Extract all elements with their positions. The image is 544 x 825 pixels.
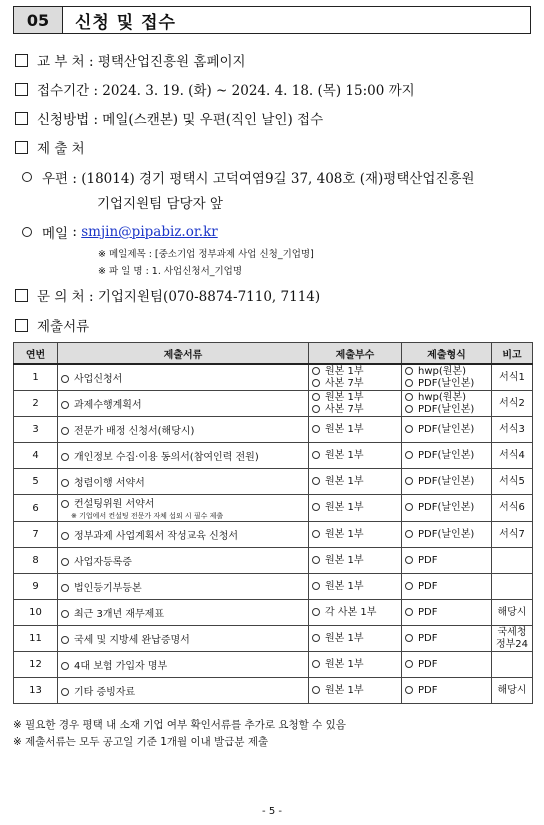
circle-bullet-icon	[61, 584, 69, 592]
circle-bullet-icon	[312, 405, 320, 413]
checkbox-icon	[15, 289, 28, 302]
col-header-note: 비고	[492, 343, 533, 365]
copies-cell	[309, 417, 402, 443]
table-row	[14, 548, 533, 574]
format-value: PDF	[418, 606, 438, 618]
table-body	[14, 364, 533, 704]
row-number: 12	[14, 652, 58, 678]
note-cell: 서식5	[492, 469, 533, 495]
doc-cell	[58, 443, 309, 469]
page-number: - 5 -	[262, 806, 282, 817]
copies-cell	[309, 600, 402, 626]
format-value: PDF	[418, 554, 438, 566]
table-row	[14, 574, 533, 600]
doc-name: 컨설팅위원 서약서	[74, 499, 155, 510]
docs-label: 제출서류	[37, 319, 90, 335]
method-value: : 메일(스캔본) 및 우편(직인 날인) 접수	[93, 112, 324, 128]
circle-bullet-icon	[22, 227, 32, 237]
doc-cell	[58, 626, 309, 652]
checkbox-icon	[15, 112, 28, 125]
circle-bullet-icon	[405, 405, 413, 413]
copies-cell	[309, 391, 402, 417]
circle-bullet-icon	[312, 425, 320, 433]
doc-name: 기타 증빙자료	[74, 687, 136, 698]
format-value: hwp(원본)	[418, 391, 466, 403]
row-number: 4	[14, 443, 58, 469]
mail-label: 메일	[42, 226, 69, 242]
mail-subject-note: ※ 메일제목 : [중소기업 정부과제 사업 신청_기업명]	[98, 249, 314, 260]
col-header-doc: 제출서류	[58, 343, 309, 365]
post-value: : (18014) 경기 평택시 고덕여염9길 37, 408호 (재)평택산업진흥원	[72, 171, 475, 187]
issuer-value: : 평택산업진흥원 홈페이지	[89, 54, 246, 70]
circle-bullet-icon	[312, 582, 320, 590]
doc-name: 최근 3개년 재무제표	[74, 609, 164, 620]
circle-bullet-icon	[312, 451, 320, 459]
note-cell: 국세청 정부24	[492, 626, 533, 652]
note-cell: 서식2	[492, 391, 533, 417]
note-cell	[492, 574, 533, 600]
circle-bullet-icon	[312, 379, 320, 387]
circle-bullet-icon	[61, 453, 69, 461]
circle-bullet-icon	[61, 688, 69, 696]
format-value: hwp(원본)	[418, 365, 466, 377]
format-cell	[402, 652, 492, 678]
doc-name: 사업자등록증	[74, 557, 132, 568]
mail-line: 메일 : smjin@pipabiz.or.kr	[22, 222, 218, 242]
circle-bullet-icon	[61, 662, 69, 670]
format-cell	[402, 678, 492, 704]
circle-bullet-icon	[312, 367, 320, 375]
circle-bullet-icon	[61, 636, 69, 644]
doc-name: 정부과제 사업계획서 작성교육 신청서	[74, 531, 239, 542]
docs-line	[15, 315, 89, 335]
copies-value: 원본 1부	[325, 475, 364, 487]
copies-value: 사본 7부	[325, 403, 364, 415]
format-cell	[402, 417, 492, 443]
table-row	[14, 495, 533, 522]
copies-cell	[309, 678, 402, 704]
copies-value: 원본 1부	[325, 502, 364, 513]
circle-bullet-icon	[61, 427, 69, 435]
circle-bullet-icon	[312, 556, 320, 564]
copies-cell	[309, 626, 402, 652]
format-value: PDF(날인본)	[418, 528, 475, 540]
circle-bullet-icon	[405, 530, 413, 538]
table-row	[14, 364, 533, 391]
format-value: PDF	[418, 684, 438, 696]
section-number: 05	[14, 7, 63, 33]
checkbox-icon	[15, 54, 28, 67]
doc-cell	[58, 600, 309, 626]
doc-cell	[58, 391, 309, 417]
note-cell: 해당시	[492, 678, 533, 704]
circle-bullet-icon	[405, 503, 413, 511]
footnote-2: ※ 제출서류는 모두 공고일 기준 1개월 이내 발급분 제출	[13, 736, 269, 748]
row-number: 13	[14, 678, 58, 704]
circle-bullet-icon	[405, 686, 413, 694]
format-value: PDF(날인본)	[418, 475, 475, 487]
format-cell	[402, 626, 492, 652]
row-number: 9	[14, 574, 58, 600]
copies-cell	[309, 443, 402, 469]
format-value: PDF	[418, 658, 438, 670]
circle-bullet-icon	[312, 608, 320, 616]
copies-value: 원본 1부	[325, 684, 364, 696]
method-label: 신청방법	[37, 112, 90, 128]
format-cell	[402, 391, 492, 417]
circle-bullet-icon	[61, 558, 69, 566]
row-number: 6	[14, 495, 58, 522]
period-line	[15, 79, 415, 99]
table-row	[14, 391, 533, 417]
copies-cell	[309, 522, 402, 548]
circle-bullet-icon	[312, 393, 320, 401]
circle-bullet-icon	[405, 425, 413, 433]
format-value: PDF(날인본)	[418, 502, 475, 513]
copies-cell	[309, 652, 402, 678]
doc-name: 개인정보 수집·이용 동의서(참여인력 전원)	[74, 452, 259, 463]
note-cell: 서식3	[492, 417, 533, 443]
copies-value: 원본 1부	[325, 449, 364, 461]
checkbox-icon	[15, 141, 28, 154]
format-cell	[402, 469, 492, 495]
doc-cell	[58, 652, 309, 678]
copies-value: 원본 1부	[325, 365, 364, 377]
note-cell: 서식6	[492, 495, 533, 522]
format-cell	[402, 548, 492, 574]
circle-bullet-icon	[312, 530, 320, 538]
format-value: PDF(날인본)	[418, 449, 475, 461]
circle-bullet-icon	[312, 477, 320, 485]
note-cell: 서식1	[492, 364, 533, 391]
doc-cell	[58, 522, 309, 548]
circle-bullet-icon	[405, 582, 413, 590]
method-line	[15, 108, 323, 128]
footnote-1: ※ 필요한 경우 평택 내 소재 기업 여부 확인서류를 추가로 요청할 수 있음	[13, 719, 346, 731]
table-row	[14, 678, 533, 704]
note-cell: 해당시	[492, 600, 533, 626]
col-header-format: 제출형식	[402, 343, 492, 365]
post-line	[22, 167, 475, 187]
doc-cell	[58, 678, 309, 704]
post-line-2	[97, 192, 223, 212]
submit-to-label: 제 출 처	[37, 141, 85, 157]
circle-bullet-icon	[61, 375, 69, 383]
table-header-row	[14, 343, 533, 365]
table-row	[14, 626, 533, 652]
copies-value: 원본 1부	[325, 391, 364, 403]
circle-bullet-icon	[405, 367, 413, 375]
circle-bullet-icon	[312, 634, 320, 642]
circle-bullet-icon	[312, 503, 320, 511]
col-header-copies: 제출부수	[309, 343, 402, 365]
circle-bullet-icon	[312, 686, 320, 694]
circle-bullet-icon	[405, 556, 413, 564]
copies-value: 원본 1부	[325, 423, 364, 435]
period-label: 접수기간	[37, 83, 90, 99]
copies-cell	[309, 364, 402, 391]
copies-value: 원본 1부	[325, 632, 364, 644]
note-cell: 서식7	[492, 522, 533, 548]
email-link[interactable]: smjin@pipabiz.or.kr	[81, 224, 218, 240]
row-number: 7	[14, 522, 58, 548]
col-header-no: 연번	[14, 343, 58, 365]
row-number: 8	[14, 548, 58, 574]
format-value: PDF(날인본)	[418, 377, 475, 389]
circle-bullet-icon	[61, 500, 69, 508]
checkbox-icon	[15, 83, 28, 96]
post-value-2: 기업지원팀 담당자 앞	[97, 196, 223, 212]
table-row	[14, 469, 533, 495]
doc-name: 국세 및 지방세 완납증명서	[74, 635, 190, 646]
doc-cell	[58, 574, 309, 600]
circle-bullet-icon	[61, 401, 69, 409]
format-value: PDF	[418, 632, 438, 644]
issuer-line	[15, 50, 246, 70]
contact-value: : 기업지원팀(070-8874-7110, 7114)	[89, 289, 321, 305]
circle-bullet-icon	[405, 608, 413, 616]
doc-name: 사업신청서	[74, 374, 123, 385]
table-row	[14, 443, 533, 469]
post-label: 우편	[42, 171, 69, 187]
copies-value: 각 사본 1부	[325, 606, 377, 618]
doc-cell	[58, 417, 309, 443]
contact-line	[15, 285, 320, 305]
format-cell	[402, 364, 492, 391]
circle-bullet-icon	[405, 393, 413, 401]
circle-bullet-icon	[22, 172, 32, 182]
submit-to-line	[15, 137, 85, 157]
row-number: 11	[14, 626, 58, 652]
row-number: 2	[14, 391, 58, 417]
doc-name: 청렴이행 서약서	[74, 478, 145, 489]
circle-bullet-icon	[61, 532, 69, 540]
circle-bullet-icon	[405, 477, 413, 485]
format-cell	[402, 495, 492, 522]
format-cell	[402, 443, 492, 469]
format-value: PDF(날인본)	[418, 423, 475, 435]
format-cell	[402, 522, 492, 548]
table-row	[14, 417, 533, 443]
circle-bullet-icon	[405, 634, 413, 642]
copies-cell	[309, 574, 402, 600]
format-value: PDF	[418, 580, 438, 592]
circle-bullet-icon	[405, 379, 413, 387]
format-cell	[402, 574, 492, 600]
doc-cell	[58, 495, 309, 522]
row-number: 5	[14, 469, 58, 495]
doc-cell	[58, 548, 309, 574]
row-number: 1	[14, 364, 58, 391]
format-value: PDF(날인본)	[418, 403, 475, 415]
table-row	[14, 600, 533, 626]
note-cell	[492, 652, 533, 678]
copies-cell	[309, 469, 402, 495]
circle-bullet-icon	[405, 660, 413, 668]
copies-value: 원본 1부	[325, 658, 364, 670]
note-cell: 서식4	[492, 443, 533, 469]
doc-note: ※ 기업에서 컨설팅 전문가 자체 섭외 시 필수 제출	[71, 512, 224, 520]
copies-cell	[309, 548, 402, 574]
issuer-label: 교 부 처	[37, 54, 85, 70]
note-cell	[492, 548, 533, 574]
table-row	[14, 522, 533, 548]
checkbox-icon	[15, 319, 28, 332]
section-header	[13, 6, 531, 34]
copies-value: 원본 1부	[325, 580, 364, 592]
row-number: 3	[14, 417, 58, 443]
copies-value: 사본 7부	[325, 377, 364, 389]
circle-bullet-icon	[61, 610, 69, 618]
doc-name: 법인등기부등본	[74, 583, 142, 594]
mail-filename-note: ※ 파 일 명 : 1. 사업신청서_기업명	[98, 266, 243, 277]
section-title: 신청 및 접수	[75, 12, 176, 33]
row-number: 10	[14, 600, 58, 626]
doc-name: 전문가 배정 신청서(해당시)	[74, 426, 195, 437]
contact-label: 문 의 처	[37, 289, 85, 305]
copies-value: 원본 1부	[325, 554, 364, 566]
period-value: : 2024. 3. 19. (화) ~ 2024. 4. 18. (목) 15:00 까지	[93, 83, 415, 99]
copies-value: 원본 1부	[325, 528, 364, 540]
doc-name: 과제수행계획서	[74, 400, 142, 411]
doc-cell	[58, 364, 309, 391]
circle-bullet-icon	[312, 660, 320, 668]
copies-cell	[309, 495, 402, 522]
table-row	[14, 652, 533, 678]
documents-table	[13, 342, 533, 704]
doc-cell	[58, 469, 309, 495]
circle-bullet-icon	[405, 451, 413, 459]
circle-bullet-icon	[61, 479, 69, 487]
doc-name: 4대 보험 가입자 명부	[74, 661, 168, 672]
format-cell	[402, 600, 492, 626]
